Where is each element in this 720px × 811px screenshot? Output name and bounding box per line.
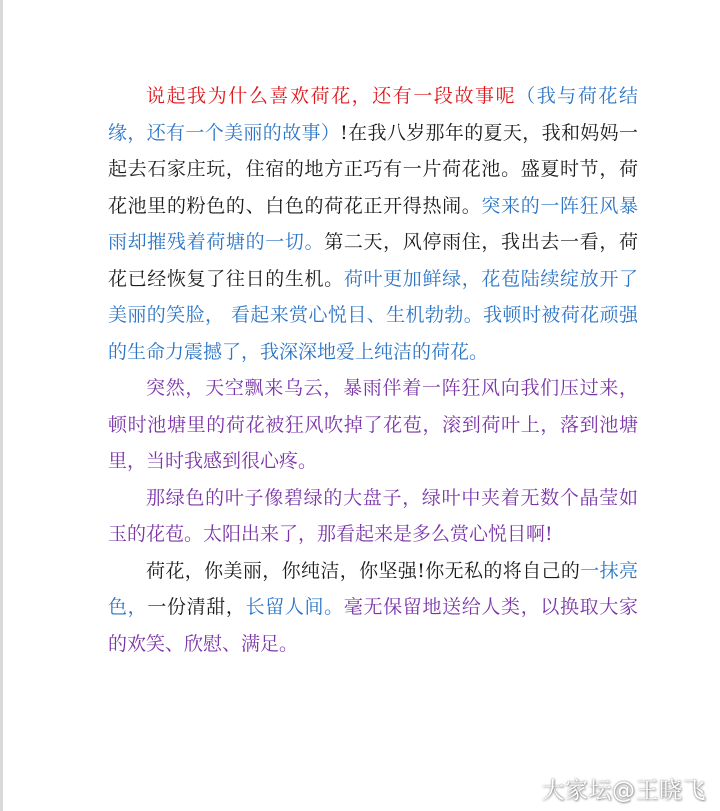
- text-run: 突然，天空飘来乌云，暴雨伴着一阵狂风向我们压过来，顿时池塘里的荷花被狂风吹掉了花苞，滚到荷叶上，落到池塘里，当时我感到很心疼。: [108, 377, 638, 472]
- text-run: !在我八岁那年的夏天，我和妈妈一起去石家庄玩，住宿的地方正巧有一片荷花池。盛夏时节，荷花池里的粉色的、白色的荷花正开得热闹。: [108, 121, 638, 217]
- paragraph-1: [108, 78, 638, 370]
- text-run: 荷叶更加鲜绿，花苞陆续绽放开了美丽的笑脸， 看起来赏心悦目、生机勃勃。我顿时被荷花顽强的生命力震撼了，我深深地爱上纯洁的荷花。: [108, 267, 638, 363]
- text-run: 第二天，风停雨住，我出去一看，荷花已经恢复了往日的生机。: [108, 231, 638, 290]
- text-run: 一份清甜，: [147, 596, 246, 618]
- document-body: [108, 78, 638, 662]
- page-left-border: [0, 0, 3, 811]
- text-run: 荷花，你美丽，你纯洁，你坚强!你无私的将自己的: [146, 559, 581, 582]
- paragraph-3: [108, 480, 638, 553]
- text-run: 突来的一阵狂风暴雨却摧残着荷塘的一切。: [108, 194, 638, 253]
- watermark-text: 大家坛@王晓飞: [541, 778, 706, 804]
- paragraph-4: [108, 553, 638, 663]
- text-run: （我与荷花结缘，还有一个美丽的故事）: [108, 85, 638, 144]
- paragraph-2: [108, 370, 638, 480]
- text-run: 说起我为什么喜欢荷花，还有一段故事呢: [146, 85, 517, 107]
- text-run: 毫无保留地送给人类，以换取大家的欢笑、欣慰、满足。: [108, 596, 638, 655]
- text-run: 长留人间。: [245, 596, 344, 618]
- text-run: 一抹亮色，: [108, 559, 638, 618]
- text-run: 那绿色的叶子像碧绿的大盘子，绿叶中夹着无数个晶莹如玉的花苞。太阳出来了，那看起来是多么赏心悦目啊!: [108, 486, 638, 545]
